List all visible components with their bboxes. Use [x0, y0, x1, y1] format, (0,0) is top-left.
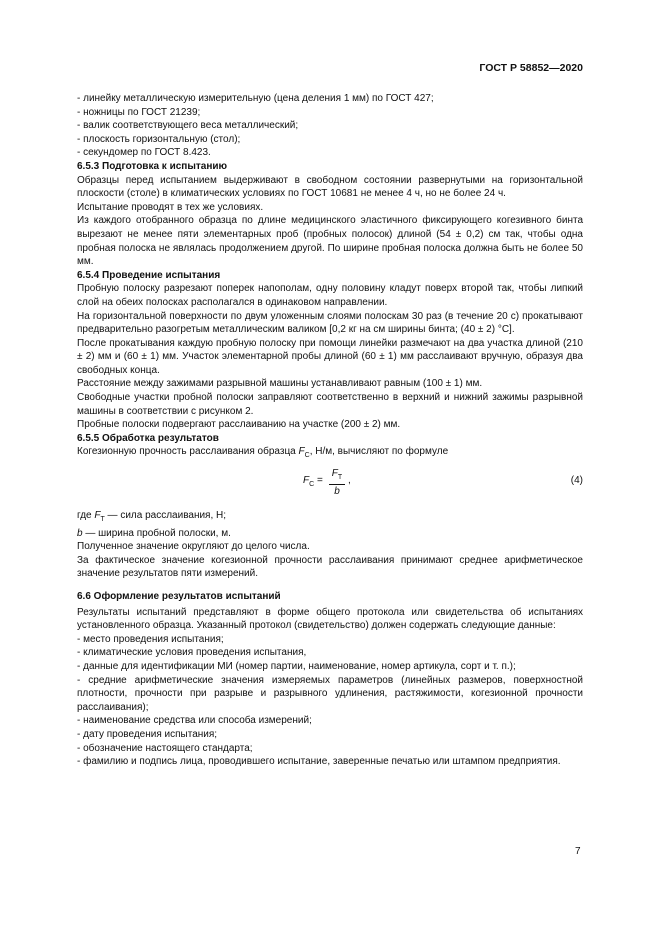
formula-4	[77, 467, 583, 507]
paragraph: Пробные полоски подвергают расслаиванию на участке (200 ± 2) мм.	[77, 419, 401, 431]
list-item: - плоскость горизонтальную (стол);	[77, 133, 241, 145]
page-body	[77, 92, 583, 769]
list-item: - данные для идентификации МИ (номер партии, наименование, номер артикула, сорт и т. п.);	[77, 660, 516, 672]
list-item: - обозначение настоящего стандарта;	[77, 742, 253, 754]
list-item: - линейку металлическую измерительную (цена деления 1 мм) по ГОСТ 427;	[77, 93, 434, 104]
fraction-numerator: $F_Т$	[329, 467, 345, 485]
paragraph: Из каждого отобранного образца по длине медицинского эластичного фиксирующего когезивного бинта вырезают не менее пяти элементарных проб (пробных полосок) длиной (54 ± 0,2) см так, чтобы одна пробная полоска не являлась продолжением другой. По ширине пробная полоска должна быть не более 50 мм.	[77, 215, 583, 268]
section-heading-6-5-3: 6.5.3 Подготовка к испытанию	[77, 160, 228, 172]
formula-intro: Когезионную прочность расслаивания образца $F_С$, Н/м, вычисляют по формуле	[77, 446, 449, 460]
list-item: - ножницы по ГОСТ 21239;	[77, 106, 201, 118]
section-heading-6-6: 6.6 Оформление результатов испытаний	[77, 591, 281, 602]
document-code: ГОСТ Р 58852—2020	[479, 62, 583, 74]
list-item: - наименование средства или способа измерений;	[77, 715, 312, 727]
paragraph: За фактическое значение когезионной прочности расслаивания принимают среднее арифметическое значение результатов пяти измерений.	[77, 554, 583, 580]
paragraph: На горизонтальной поверхности по двум уложенным слоями полоскам 30 раз (в течение 20 с) прокатывают предварительно разогретым металлическим валиком [0,2 кг на см ширины бинта; (40 ± 2) °С].	[77, 310, 583, 336]
paragraph: Пробную полоску разрезают поперек напополам, одну половину кладут поверх второй так, чтобы липкий слой на обеих полосках располагался в одинаковом направлении.	[77, 283, 583, 308]
list-item: - валик соответствующего веса металлический;	[77, 120, 299, 132]
list-item: - дату проведения испытания;	[77, 728, 218, 740]
paragraph: Полученное значение округляют до целого числа.	[77, 541, 310, 553]
section-heading-6-5-4: 6.5.4 Проведение испытания	[77, 269, 221, 281]
where-line-2: b — ширина пробной полоски, м.	[77, 527, 231, 539]
formula-number: (4)	[570, 475, 583, 487]
list-item: - средние арифметические значения измеряемых параметров (линейных размеров, поверхностной плотности, прочности при разрыве и разрывного удлинения, растяжимости, когезионной прочности расслаивания);	[77, 674, 583, 713]
where-line-1: где $F_Т$ — сила расслаивания, Н;	[77, 510, 227, 524]
paragraph: Образцы перед испытанием выдерживают в свободном состоянии развернутыми на горизонтальной плоскости (столе) в климатических условиях по ГОСТ 10681 не менее 4 ч, но не более 24 ч.	[77, 174, 583, 200]
list-item: - фамилию и подпись лица, проводившего испытание, заверенные печатью или штампом предприятия.	[77, 756, 561, 768]
formula-comma: ,	[348, 475, 351, 487]
paragraph: После прокатывания каждую пробную полоску при помощи линейки размечают на два участка длиной (210 ± 2) мм и (60 ± 1) мм. Участок элементарной пробы длиной (60 ± 1) мм расслаивают вручную, образуя два свободных конца.	[77, 337, 583, 376]
page-number: 7	[575, 846, 581, 857]
section-heading-6-5-5: 6.5.5 Обработка результатов	[77, 432, 219, 444]
formula-lhs: $F_С$ =	[303, 475, 323, 489]
paragraph: Результаты испытаний представляют в форме общего протокола или свидетельства об испытаниях установленного образца. Указанный протокол (свидетельство) должен содержать следующие данные:	[77, 606, 583, 632]
fraction-denominator: b	[334, 486, 340, 498]
list-item: - место проведения испытания;	[77, 633, 224, 645]
paragraph: Расстояние между зажимами разрывной машины устанавливают равным (100 ± 1) мм.	[77, 378, 483, 390]
list-item: - климатические условия проведения испытания,	[77, 647, 307, 659]
formula-fraction	[329, 467, 345, 498]
list-item: - секундомер по ГОСТ 8.423.	[77, 147, 211, 159]
paragraph: Свободные участки пробной полоски заправляют соответственно в верхний и нижний зажимы разрывной машины в соответствии с рисунком 2.	[77, 392, 583, 417]
paragraph: Испытание проводят в тех же условиях.	[77, 201, 264, 213]
